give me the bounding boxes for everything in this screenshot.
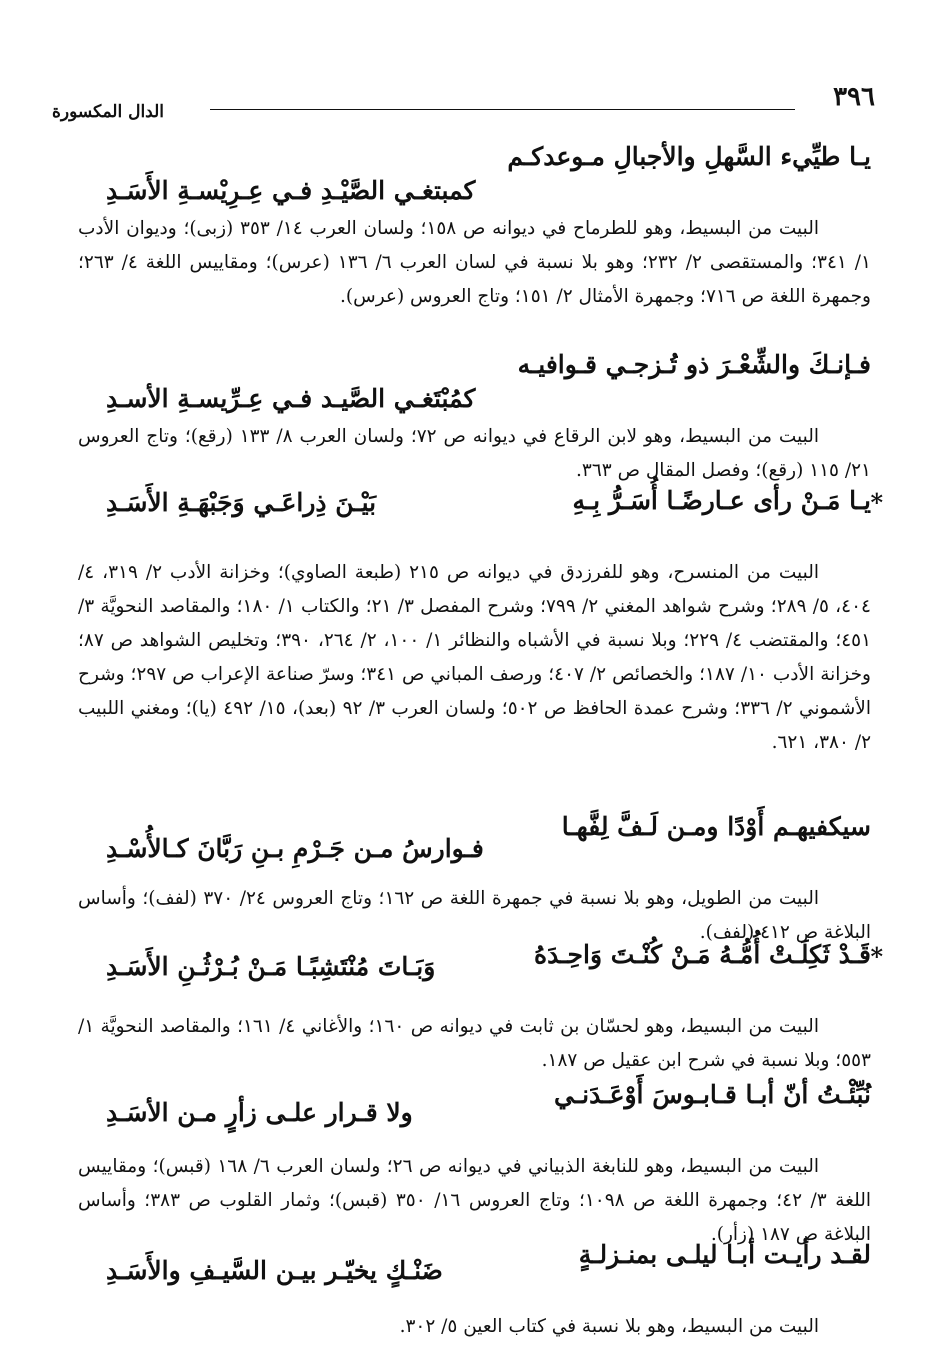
verse-marker: * (870, 942, 883, 971)
note-text: البيت من الطويل، وهو بلا نسبة في جمهرة اللغة ص ١٦٢؛ وتاج العروس ٢٤/ ٣٧٠ (لفف)؛ وأساس البلاغة ص ٤١٢ (لفف). (78, 888, 871, 943)
verse-entry (78, 142, 871, 314)
note-text: البيت من البسيط، وهو للنابغة الذبياني في ديوانه ص ٢٦؛ ولسان العرب ٦/ ١٦٨ (قبس)؛ ومقاييس اللغة ٣/ ٤٢؛ وجمهرة اللغة ص ١٠٩٨؛ وتاج العروس ١٦/ ٣٥٠ (قبس)؛ وثمار القلوب ص ٣٨٣؛ وأساس البلاغة ص ١٨٧ (زأر). (78, 1156, 871, 1245)
header-rule (210, 109, 795, 110)
verse-line (78, 1240, 871, 1310)
verse-source-note (78, 1310, 871, 1344)
verse-marker: * (870, 488, 883, 517)
verse-source-note (78, 212, 871, 314)
verse-hemistich-first: قَـدْ ثَكِلَـتْ أُمُّـهُ مَـنْ كُنْـتَ وَاحِـدَهُ (534, 940, 871, 969)
verse-hemistich-first: لقـد رأيـت أبـا ليلـى بمنـزلـةٍ (578, 1240, 871, 1269)
verse-hemistich-second: كمُبْتَغـي الصَّيـد فـي عِـرِّيسـةِ الأسـدِ (106, 384, 476, 413)
verse-source-note (78, 1010, 871, 1078)
note-text: البيت من المنسرح، وهو للفرزدق في ديوانه ص ٢١٥ (طبعة الصاوي)؛ وخزانة الأدب ٢/ ٣١٩، ٤/ ٤٠٤، ٥/ ٢٨٩؛ وشرح شواهد المغني ٢/ ٧٩٩؛ وشرح المفصل ٣/ ٢١؛ والكتاب ١/ ١٨٠؛ والمقاصد النحويَّة ٣/ ٤٥١؛ والمقتضب ٤/ ٢٢٩؛ وبلا نسبة في الأشباه والنظائر ١/ ١٠٠، ٢/ ٢٦٤، ٣٩٠؛ وتخليص الشواهد ص ٨٧؛ وخزانة الأدب ١٠/ ١٨٧؛ والخصائص ٢/ ٤٠٧؛ ورصف المباني ص ٣٤١؛ وسرّ صناعة الإعراب ص ٢٩٧؛ وشرح الأشموني ٢/ ٣٣٦؛ وشرح عمدة الحافظ ص ٥٠٢؛ ولسان العرب ٣/ ٩٢ (بعد)، ١٥/ ٤٩٢ (يا)؛ ومغني اللبيب ٢/ ٣٨٠، ٦٢١. (78, 562, 872, 753)
verse-entry (78, 812, 871, 950)
verse-entry (78, 350, 871, 488)
running-title: الدال المكسورة (52, 102, 165, 122)
note-text: البيت من البسيط، وهو لحسّان بن ثابت في ديوانه ص ١٦٠؛ والأغاني ٤/ ١٦١؛ والمقاصد النحويَّة ١/ ٥٥٣؛ وبلا نسبة في شرح ابن عقيل ص ١٨٧. (78, 1016, 871, 1071)
verse-entry (78, 1240, 871, 1344)
verse-hemistich-first: يـا طيِّيء السَّهلِ والأجبالِ مـوعدكـم (507, 142, 871, 171)
verse-entry (78, 940, 883, 1078)
verse-hemistich-first: نُبِّئْـتُ أنّ أبـا قـابـوسَ أَوْعَـدَنـي (554, 1080, 871, 1109)
verse-hemistich-second: ضَنْـكٍ يخيّـر بيـن السَّيـفِ والأَسَـدِ (106, 1256, 443, 1285)
verse-hemistich-second: فـوارسُ مـن جَـرْمِ بـنِ رَبَّانَ كـالأُسْـدِ (106, 834, 484, 863)
note-text: البيت من البسيط، وهو للطرماح في ديوانه ص ١٥٨؛ ولسان العرب ١٤/ ٣٥٣ (زبى)؛ وديوان الأدب ١/ ٣٤١؛ والمستقصى ٢/ ٢٣٢؛ وهو بلا نسبة في لسان العرب ٦/ ١٣٦ (عرس)؛ ومقاييس اللغة ٤/ ٢٦٣؛ وجمهرة اللغة ص ٧١٦؛ وجمهرة الأمثال ٢/ ١٥١؛ وتاج العروس (عرس). (78, 218, 871, 307)
verse-line (78, 350, 871, 420)
verse-source-note (78, 556, 871, 760)
verse-hemistich-first: سيكفيهـم أَوْدًا ومـن لَـفَّ لِفَّهـا (561, 812, 871, 841)
verse-entry (78, 486, 883, 760)
verse-source-note (78, 420, 871, 488)
verse-source-note (78, 1150, 871, 1252)
verse-hemistich-second: وَبَـاتَ مُنْتَشِبًـا مَـنْ بُـرْثُـنِ الأَسَـدِ (106, 952, 436, 981)
verse-line (78, 486, 883, 556)
verse-hemistich-second: ولا قـرار علـى زأرٍ مـن الأسَـدِ (106, 1098, 413, 1127)
page-number: ٣٩٦ (833, 82, 875, 112)
verse-line (78, 940, 883, 1010)
page-header (52, 80, 875, 124)
verse-line (78, 1080, 871, 1150)
verse-line (78, 812, 871, 882)
note-text: البيت من البسيط، وهو لابن الرقاع في ديوانه ص ٧٢؛ ولسان العرب ٨/ ١٣٣ (رقع)؛ وتاج العروس ٢١/ ١١٥ (رقع)؛ وفصل المقال ص ٣٦٣. (78, 426, 871, 481)
verse-hemistich-first: يـا مَـنْ رأى عـارضًـا أُسَـرُّ بِـهِ (572, 486, 871, 515)
verse-entry (78, 1080, 871, 1252)
verse-hemistich-first: فـإنـكَ والشِّعْـرَ ذو تُـزجـي قـوافيـه (517, 350, 871, 379)
note-text: البيت من البسيط، وهو بلا نسبة في كتاب العين ٥/ ٣٠٢. (399, 1316, 819, 1337)
verse-hemistich-second: كمبتغـي الصَّيْـدِ فـي عِـرِيْسـةِ الأَسَـدِ (106, 176, 476, 205)
verse-line (78, 142, 871, 212)
verse-hemistich-second: بَيْـنَ ذِراعَـي وَجَبْهَـةِ الأَسَـدِ (106, 488, 377, 517)
